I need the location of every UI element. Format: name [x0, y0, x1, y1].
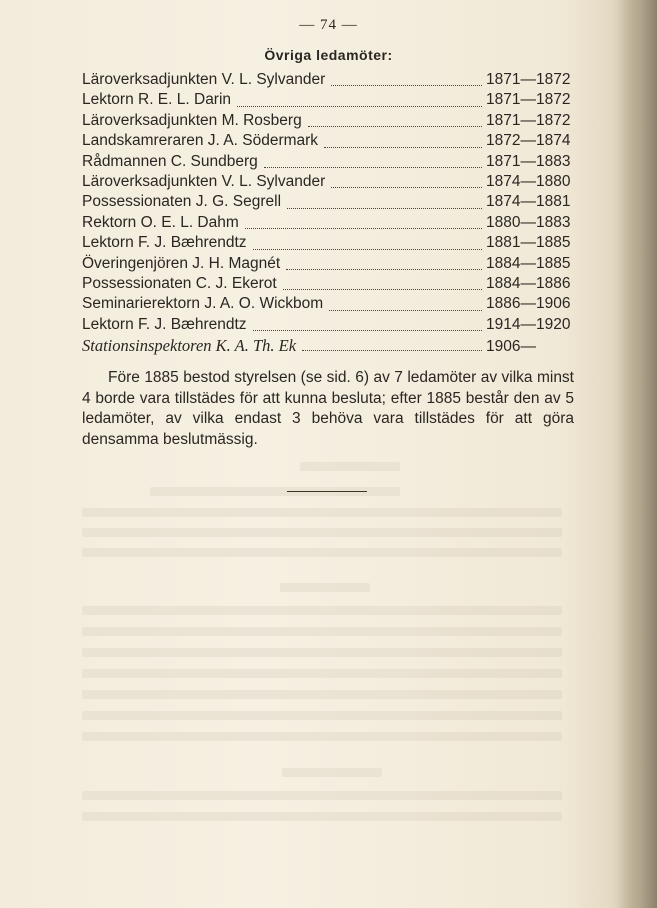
member-name: Överingenjören J. H. Magnét — [82, 254, 281, 272]
member-years: 1884—1885 — [486, 254, 571, 272]
member-name: Läroverksadjunkten M. Rosberg — [82, 111, 302, 129]
dot-leader — [287, 208, 482, 209]
dot-leader — [324, 147, 482, 148]
member-years: 1874—1881 — [486, 193, 571, 211]
member-row — [82, 132, 574, 152]
member-row — [82, 112, 574, 132]
section-divider — [287, 491, 367, 492]
member-name: Stationsinspektoren K. A. Th. Ek — [82, 336, 297, 356]
member-name: Rådmannen C. Sundberg — [82, 152, 258, 170]
member-years: 1872—1874 — [486, 132, 571, 150]
member-name: Possessionaten C. J. Ekerot — [82, 274, 277, 292]
member-years: 1884—1886 — [486, 274, 571, 292]
member-row — [82, 316, 574, 336]
dot-leader — [286, 269, 482, 270]
member-row — [82, 91, 574, 111]
dot-leader — [253, 249, 482, 250]
member-name: Possessionaten J. G. Segrell — [82, 193, 282, 211]
member-row — [82, 173, 574, 193]
member-row — [82, 255, 574, 275]
member-years: 1906— — [486, 338, 536, 356]
member-name: Lektorn F. J. Bæhrendtz — [82, 234, 247, 252]
member-name: Rektorn O. E. L. Dahm — [82, 213, 239, 231]
dot-leader — [331, 85, 482, 86]
member-name: Lektorn R. E. L. Darin — [82, 91, 232, 109]
dot-leader — [329, 310, 482, 311]
dot-leader — [237, 106, 482, 107]
member-name: Lektorn F. J. Bæhrendtz — [82, 315, 247, 333]
member-years: 1886—1906 — [486, 295, 571, 313]
member-name: Seminarierektorn J. A. O. Wickbom — [82, 295, 324, 313]
dot-leader — [253, 330, 482, 331]
member-name: Läroverksadjunkten V. L. Sylvander — [82, 172, 326, 190]
member-years: 1871—1872 — [486, 71, 571, 88]
dot-leader — [308, 126, 482, 127]
member-name: Läroverksadjunkten V. L. Sylvander — [82, 71, 326, 88]
body-paragraph: Före 1885 bestod styrelsen (se sid. 6) av 7 ledamöter av vilka minst 4 borde vara tillstädes för att kunna besluta; efter 1885 består den av 5 ledamöter, av vilka endast 3 behöva vara tillstädes för att göra densamma beslutmässig. — [82, 369, 574, 448]
book-gutter-shadow — [617, 0, 657, 908]
dot-leader — [245, 228, 482, 229]
member-row — [82, 295, 574, 315]
section-heading: Övriga ledamöter: — [264, 47, 393, 63]
member-years: 1871—1883 — [486, 152, 571, 170]
dot-leader — [331, 187, 482, 188]
member-years: 1881—1885 — [486, 234, 571, 252]
member-years: 1880—1883 — [486, 213, 571, 231]
member-row — [82, 153, 574, 173]
member-years: 1914—1920 — [486, 315, 571, 333]
member-row — [82, 193, 574, 213]
member-years: 1871—1872 — [486, 111, 571, 129]
member-name: Landskamreraren J. A. Södermark — [82, 132, 319, 150]
member-years: 1871—1872 — [486, 91, 571, 109]
dot-leader — [302, 350, 482, 351]
dot-leader — [283, 289, 482, 290]
member-row — [82, 214, 574, 234]
page-number: — 74 — — [299, 17, 358, 33]
member-years: 1874—1880 — [486, 172, 571, 190]
member-row — [82, 234, 574, 254]
dot-leader — [264, 167, 482, 168]
member-row — [82, 275, 574, 295]
member-row — [82, 71, 574, 91]
member-row — [82, 336, 574, 356]
member-list — [82, 71, 574, 356]
